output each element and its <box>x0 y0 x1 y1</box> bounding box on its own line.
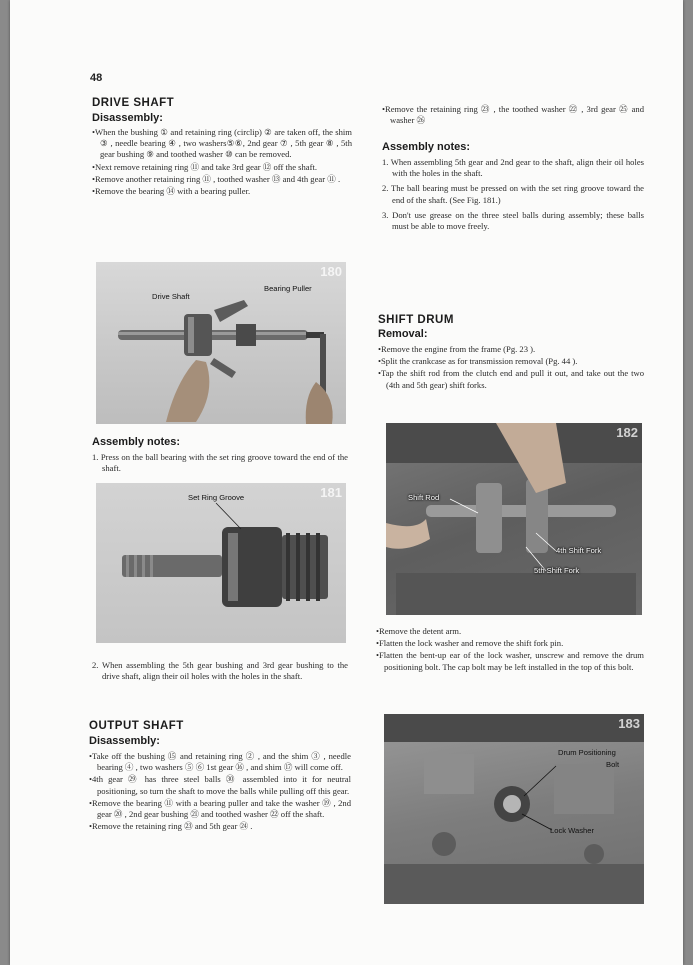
manual-page <box>10 0 683 965</box>
drive-shaft-assembly-note-2 <box>92 660 348 686</box>
crankcase-shift-fork-illustration <box>386 423 642 615</box>
drive-shaft-assembly-heading: Assembly notes: <box>92 436 181 448</box>
shift-drum-step: •Remove the engine from the frame (Pg. 23 ). <box>378 344 536 354</box>
label-lock-washer: Lock Washer <box>550 826 595 835</box>
right-top-step <box>382 104 644 127</box>
output-shaft-assembly-notes <box>382 157 644 236</box>
set-ring-groove-photo <box>96 483 346 643</box>
crankcase-drum-illustration <box>384 714 644 904</box>
assembly-note: 2. The ball bearing must be pressed on with the set ring groove toward the end of the shaft. (See Fig. 181.) <box>382 183 644 205</box>
figure-number: 182 <box>616 425 638 440</box>
label-4th-shift-fork: 4th Shift Fork <box>556 546 602 555</box>
shift-drum-steps-2 <box>376 626 644 674</box>
drive-shaft-steps <box>92 127 352 198</box>
shift-drum-title: SHIFT DRUM <box>378 314 454 326</box>
assembly-note: 3. Don't use grease on the three steel balls during assembly; these balls must be able to move freely. <box>382 209 644 232</box>
assembly-note: 1. Press on the ball bearing with the set ring groove toward the end of the shaft. <box>92 452 348 474</box>
drive-shaft-assembly-note-1 <box>92 452 348 478</box>
output-shaft-title: OUTPUT SHAFT <box>89 720 184 732</box>
shift-drum-step: •Flatten the bent-up ear of the lock washer, unscrew and remove the drum positioning bolt. The cap bolt may be left installed in the top of this bolt. <box>376 650 644 672</box>
output-shaft-step: •Remove the retaining ring ㉓ and 5th gear ㉔ . <box>89 821 253 832</box>
drum-positioning-bolt-photo <box>384 714 644 904</box>
figure-number: 181 <box>320 485 342 500</box>
shift-drum-step: •Flatten the lock washer and remove the shift fork pin. <box>376 638 564 649</box>
label-drum-positioning-line-2: Bolt <box>606 760 620 769</box>
output-shaft-steps <box>89 751 351 833</box>
output-shaft-step: •Remove the retaining ring ㉓ , the toothed washer ㉒ , 3rd gear ㉕ and washer ㉖ <box>382 104 644 126</box>
shift-drum-steps <box>378 344 644 392</box>
output-shaft-assembly-heading: Assembly notes: <box>382 141 471 153</box>
output-shaft-step: •Remove the bearing ⑪ with a bearing puller and take the washer ⑲ , 2nd gear ⑳ , 2nd gear bushing ㉑ and toothed washer ㉒ off the shaft. <box>89 797 351 820</box>
label-bearing-puller: Bearing Puller <box>264 284 312 293</box>
drive-shaft-disassembly-heading: Disassembly: <box>92 112 163 124</box>
drive-shaft-step: •Remove the bearing ⑭ with a bearing puller. <box>92 186 251 197</box>
assembly-note: 2. When assembling the 5th gear bushing and 3rd gear bushing to the drive shaft, align their oil holes with the holes in the shaft. <box>92 660 348 682</box>
label-drive-shaft: Drive Shaft <box>152 292 190 301</box>
shift-rod-photo <box>386 423 642 615</box>
drive-shaft-step: •When the bushing ① and retaining ring (circlip) ② are taken off, the shim ③ , needle bearing ④ , two washers⑤⑥, 2nd gear ⑦ , 5th gear ⑧ , 5th gear bushing ⑨ and toothed washer ⑩ can be removed. <box>92 127 352 160</box>
figure-number: 183 <box>618 716 640 731</box>
shift-drum-step: •Split the crankcase as for transmission removal (Pg. 44 ). <box>378 356 578 367</box>
drive-shaft-title: DRIVE SHAFT <box>92 97 175 109</box>
drive-shaft-step: •Next remove retaining ring ⑪ and take 3rd gear ⑫ off the shaft. <box>92 161 318 172</box>
output-shaft-step: •4th gear ㉙ has three steel balls ㉚ assembled into it for neutral positioning, so turn the shaft to move the balls while pulling off this gear. <box>89 774 351 796</box>
label-5th-shift-fork: 5th Shift Fork <box>534 566 580 575</box>
page-number: 48 <box>90 72 103 84</box>
label-set-ring-groove: Set Ring Groove <box>188 493 245 502</box>
shift-drum-step: •Remove the detent arm. <box>376 626 462 636</box>
bearing-puller-photo <box>96 262 346 424</box>
label-drum-positioning-line-1: Drum Positioning <box>558 748 616 757</box>
assembly-note: 1. When assembling 5th gear and 2nd gear to the shaft, align their oil holes with the holes in the shaft. <box>382 157 644 179</box>
shift-drum-removal-heading: Removal: <box>378 328 428 340</box>
label-shift-rod: Shift Rod <box>408 493 440 502</box>
figure-number: 180 <box>320 264 342 279</box>
drive-shaft-gear-illustration <box>96 483 346 643</box>
shift-drum-step: •Tap the shift rod from the clutch end and pull it out, and take out the two (4th and 5th gear) shift forks. <box>378 368 644 390</box>
drive-shaft-step: •Remove another retaining ring ⑪ , toothed washer ⑬ and 4th gear ⑪ . <box>92 173 341 184</box>
output-shaft-disassembly-heading: Disassembly: <box>89 735 160 747</box>
output-shaft-step: •Take off the bushing ⑮ and retaining ring ② , and the shim ③ , needle bearing ④ , two washers ⑤ ⑥ 1st gear ⑯ , and shim ⑰ will come off. <box>89 751 351 773</box>
